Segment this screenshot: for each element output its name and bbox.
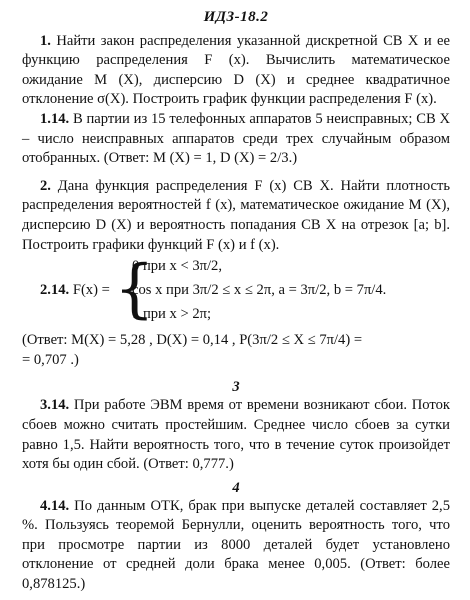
problem-3-14: [22, 396, 450, 474]
task2-paragraph: [22, 177, 450, 255]
problem-4-14-text: По данным ОТК, брак при выпуске деталей составляет 2,5 %. Пользуясь теоремой Бернулли, оценить вероятность того, что при просмотре партии из 8000 деталей будет установлено отклонение от средней доли брака менее 0,005. (Ответ: более 0,878125.): [22, 497, 450, 593]
page-title: ИДЗ-18.2: [203, 9, 269, 25]
problem-2-14-number: 2.14.: [40, 282, 70, 299]
formula-row-3: 1 при x > 2π;: [132, 306, 212, 323]
section-3-heading: 3: [232, 379, 240, 396]
problem-1-14-number: 1.14.: [40, 110, 70, 127]
task2-text: Дана функция распределения F (x) СВ X. Найти плотность распределения вероятностей f (x), математическое ожидание M (X), дисперсию D (X) и вероятность попадания СВ X на отрезок [a; b]. Построить графики функций F (x) и f (x).: [22, 177, 450, 253]
formula-row-1: 0 при x < 3π/2,: [132, 258, 222, 275]
formula-lhs: F(x) =: [69, 282, 110, 299]
problem-4-14: [22, 497, 450, 595]
problem-3-14-number: 3.14.: [40, 397, 70, 414]
problem-1-14-text: В партии из 15 телефонных аппаратов 5 неисправных; СВ X – число неисправных аппаратов среди трех случайным образом отобранных. (Ответ: M (X) = 1, D (X) = 2/3.): [22, 110, 450, 167]
section-4-heading: 4: [232, 479, 240, 496]
left-brace-icon: {: [114, 252, 155, 327]
task2-number: 2.: [40, 177, 51, 194]
task1-paragraph: [22, 32, 450, 110]
problem-3-14-text: При работе ЭВМ время от времени возникают сбои. Поток сбоев можно считать простейшим. Среднее число сбоев за сутки равно 1,5. Найти вероятность того, что в течение суток произойдет хотя бы один сбой. (Ответ: 0,777.): [22, 397, 450, 473]
answer-2-14-line-2: = 0,707 .): [22, 351, 79, 368]
answer-2-14-line-1: (Ответ: M(X) = 5,28 , D(X) = 0,14 , P(3π/2 ≤ X ≤ 7π/4) =: [22, 332, 363, 349]
problem-4-14-number: 4.14.: [40, 497, 70, 514]
task1-text: Найти закон распределения указанной дискретной СВ X и ее функцию распределения F (x). Вычислить математическое ожидание M (X), дисперсию D (X) и среднее квадратичное отклонение σ(X). Построить график функции распределения F (x).: [22, 32, 450, 108]
problem-1-14: [22, 110, 450, 169]
formula-row-2: cos x при 3π/2 ≤ x ≤ 2π, a = 3π/2, b = 7π/4.: [132, 282, 387, 299]
piecewise-formula: [22, 252, 450, 327]
task1-number: 1.: [40, 32, 51, 49]
